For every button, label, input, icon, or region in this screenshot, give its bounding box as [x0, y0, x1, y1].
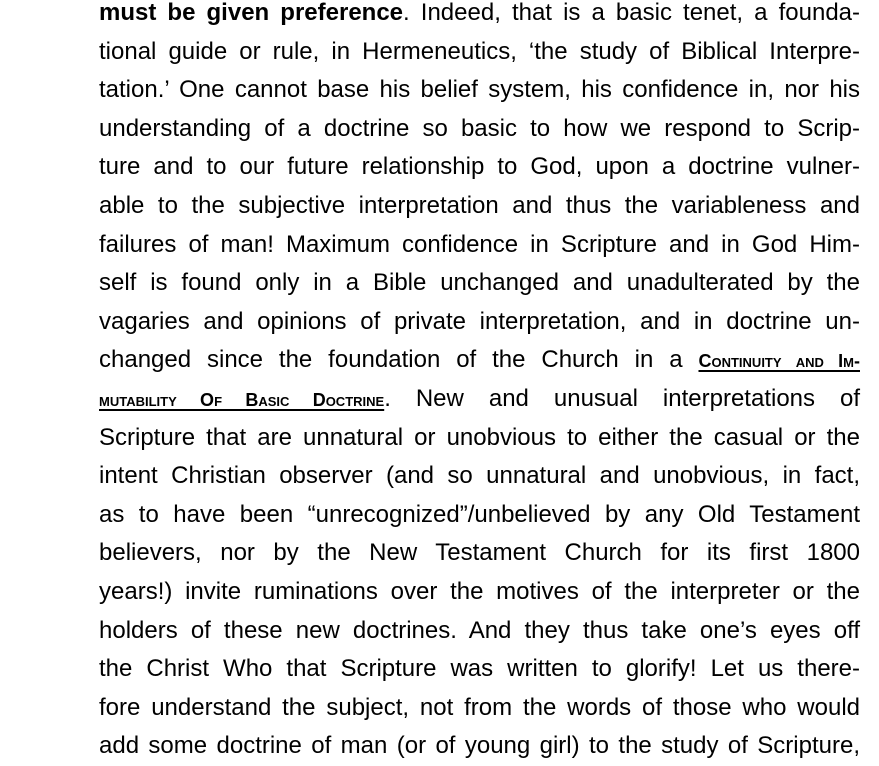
- text-line-19: fore understand the subject, not from the words of those who would: [99, 693, 860, 721]
- text-line-11: [99, 380, 860, 419]
- section-heading-reference: Continuity and Im-: [698, 351, 860, 372]
- text-line-1: [99, 0, 860, 33]
- line-text: . New and unusual interpretations of: [384, 385, 861, 412]
- text-line-6: able to the subjective interpretation and thus the variableness and: [99, 192, 860, 219]
- text-line-9: vagaries and opinions of private interpretation, and in doctrine un-: [99, 307, 860, 335]
- line-text: changed since the foundation of the Church in a: [99, 346, 699, 374]
- text-line-7: failures of man! Maximum confidence in Scripture and in God Him-: [99, 230, 860, 258]
- text-line-15: believers, nor by the New Testament Church for its first 1800: [99, 539, 860, 567]
- text-line-12: Scripture that are unnatural or unobvious to either the casual or the: [99, 423, 860, 451]
- section-heading-reference: mutability Of Basic Doctrine: [99, 390, 385, 410]
- text-line-8: self is found only in a Bible unchanged and unadulterated by the: [99, 269, 860, 297]
- text-line-20: add some doctrine of man (or of young girl) to the study of Scripture,: [99, 732, 860, 760]
- emphasis-text: must be given preference: [99, 0, 404, 26]
- text-line-2: tional guide or rule, in Hermeneutics, ‘the study of Biblical Interpre-: [99, 37, 860, 65]
- text-line-10: [99, 341, 860, 380]
- text-line-13: intent Christian observer (and so unnatural and unobvious, in fact,: [99, 462, 860, 490]
- line-text: . Indeed, that is a basic tenet, a founda-: [403, 0, 861, 26]
- text-line-14: as to have been “unrecognized”/unbelieved by any Old Testament: [99, 500, 860, 528]
- text-line-16: years!) invite ruminations over the motives of the interpreter or the: [99, 578, 860, 605]
- text-line-4: understanding of a doctrine so basic to how we respond to Scrip-: [99, 114, 860, 142]
- text-line-5: ture and to our future relationship to God, upon a doctrine vulner-: [99, 153, 860, 181]
- text-line-3: tation.’ One cannot base his belief system, his confidence in, nor his: [99, 76, 860, 104]
- text-line-18: the Christ Who that Scripture was written to glorify! Let us there-: [99, 655, 860, 683]
- text-line-17: holders of these new doctrines. And they thus take one’s eyes off: [99, 616, 860, 644]
